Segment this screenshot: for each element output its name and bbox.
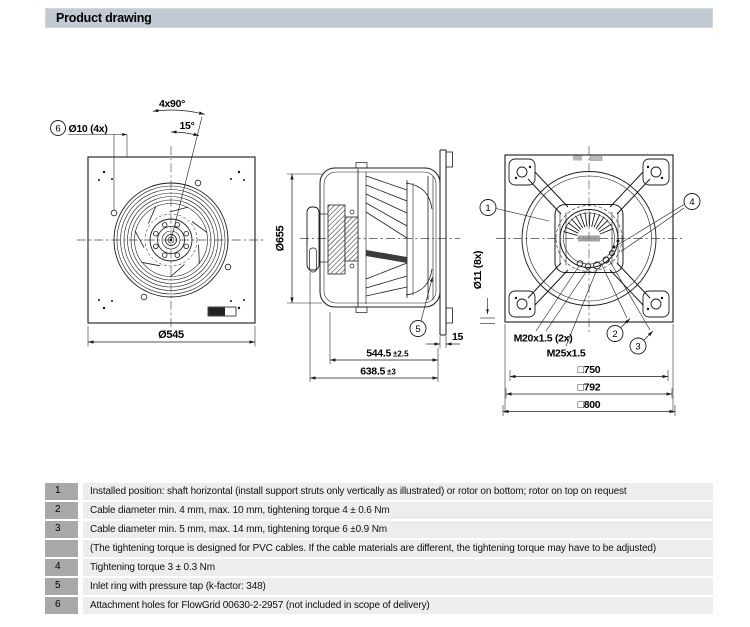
dim-corner-holes	[472, 251, 495, 324]
depth-inner-label: 544.5	[366, 347, 391, 360]
wall-plate	[440, 150, 453, 335]
motor-nameplate	[578, 236, 600, 242]
gland-labels	[514, 266, 597, 360]
callout-5-number: 5	[415, 324, 421, 335]
note-text: Installed position: shaft horizontal (install support struts only vertically as illustrated) or rotor on bottom; rotor on top on request	[83, 483, 713, 500]
venturi-cone	[358, 169, 433, 307]
dim-plate-diameter	[88, 326, 255, 347]
note-text: (The tightening torque is designed for PVC cables. If the cable materials are different, the tightening torque may have to be adjusted)	[83, 540, 713, 557]
square-outer-label: □800	[577, 399, 601, 411]
angle-pattern-label: 4x90°	[158, 98, 186, 110]
notes-table	[45, 483, 713, 616]
corner-holes-label: Ø11 (8x)	[472, 250, 484, 290]
note-number: 2	[45, 502, 78, 519]
angle-offset-label: 15°	[179, 120, 195, 132]
callout-2-number: 2	[612, 329, 618, 340]
callout-3-number: 3	[635, 341, 641, 353]
note-text: Attachment holes for FlowGrid 00630-2-2957 (not included in scope of delivery)	[83, 597, 713, 614]
depth-inner-tolerance: ±2.5	[393, 349, 409, 359]
note-text: Cable diameter min. 5 mm, max. 14 mm, tightening torque 6 ±0.9 Nm	[83, 521, 713, 538]
note-number: 3	[45, 521, 78, 538]
angle-arc-15	[171, 132, 199, 136]
dim-flange	[426, 331, 464, 348]
callout-4-number: 4	[689, 197, 695, 208]
callout-1	[480, 200, 549, 222]
table-row	[45, 521, 713, 538]
frame-tab-top	[356, 163, 367, 169]
note-text: Cable diameter min. 4 mm, max. 10 mm, tightening torque 4 ± 0.6 Nm	[83, 502, 713, 519]
depth-outer-label: 638.5	[360, 365, 385, 378]
inlet-dia-label: Ø655	[274, 225, 287, 252]
dim-inlet-diameter	[275, 174, 323, 303]
table-row	[45, 483, 713, 500]
note-text: Inlet ring with pressure tap (k-factor: 348)	[83, 578, 713, 595]
callout-2	[601, 263, 630, 342]
table-row	[45, 502, 713, 519]
holes-dia-label: Ø10 (4x)	[68, 123, 108, 135]
note-number: 4	[45, 559, 78, 576]
callout-6	[51, 121, 128, 211]
note-text: Tightening torque 3 ± 0.3 Nm	[83, 559, 713, 576]
table-row	[45, 597, 713, 614]
rear-view	[472, 146, 700, 416]
table-row	[45, 559, 713, 576]
motor-stack	[307, 205, 358, 274]
note-number	[45, 540, 78, 557]
note-number: 5	[45, 578, 78, 595]
frame-tab-bottom	[356, 307, 367, 313]
table-row	[45, 578, 713, 595]
front-view	[51, 98, 267, 347]
brand-label	[208, 307, 236, 316]
callout-1-number: 1	[485, 203, 491, 214]
table-row	[45, 540, 713, 557]
section-title: Product drawing	[56, 11, 152, 25]
gland-large-label: M25x1.5	[546, 347, 586, 360]
note-number: 6	[45, 597, 78, 614]
square-inner-label: □750	[577, 364, 601, 376]
plate-top-marks	[573, 156, 602, 161]
flange-label: 15	[452, 331, 464, 343]
depth-outer-tolerance: ±3	[387, 367, 396, 377]
square-mid-label: □792	[577, 381, 601, 394]
note-number: 1	[45, 483, 78, 500]
gland-small-label: M20x1.5 (2x)	[513, 332, 573, 345]
angle-arc-4x90	[153, 110, 205, 114]
callout-6-number: 6	[55, 123, 61, 135]
plate-dia-label: Ø545	[158, 329, 184, 341]
side-view	[275, 150, 464, 382]
